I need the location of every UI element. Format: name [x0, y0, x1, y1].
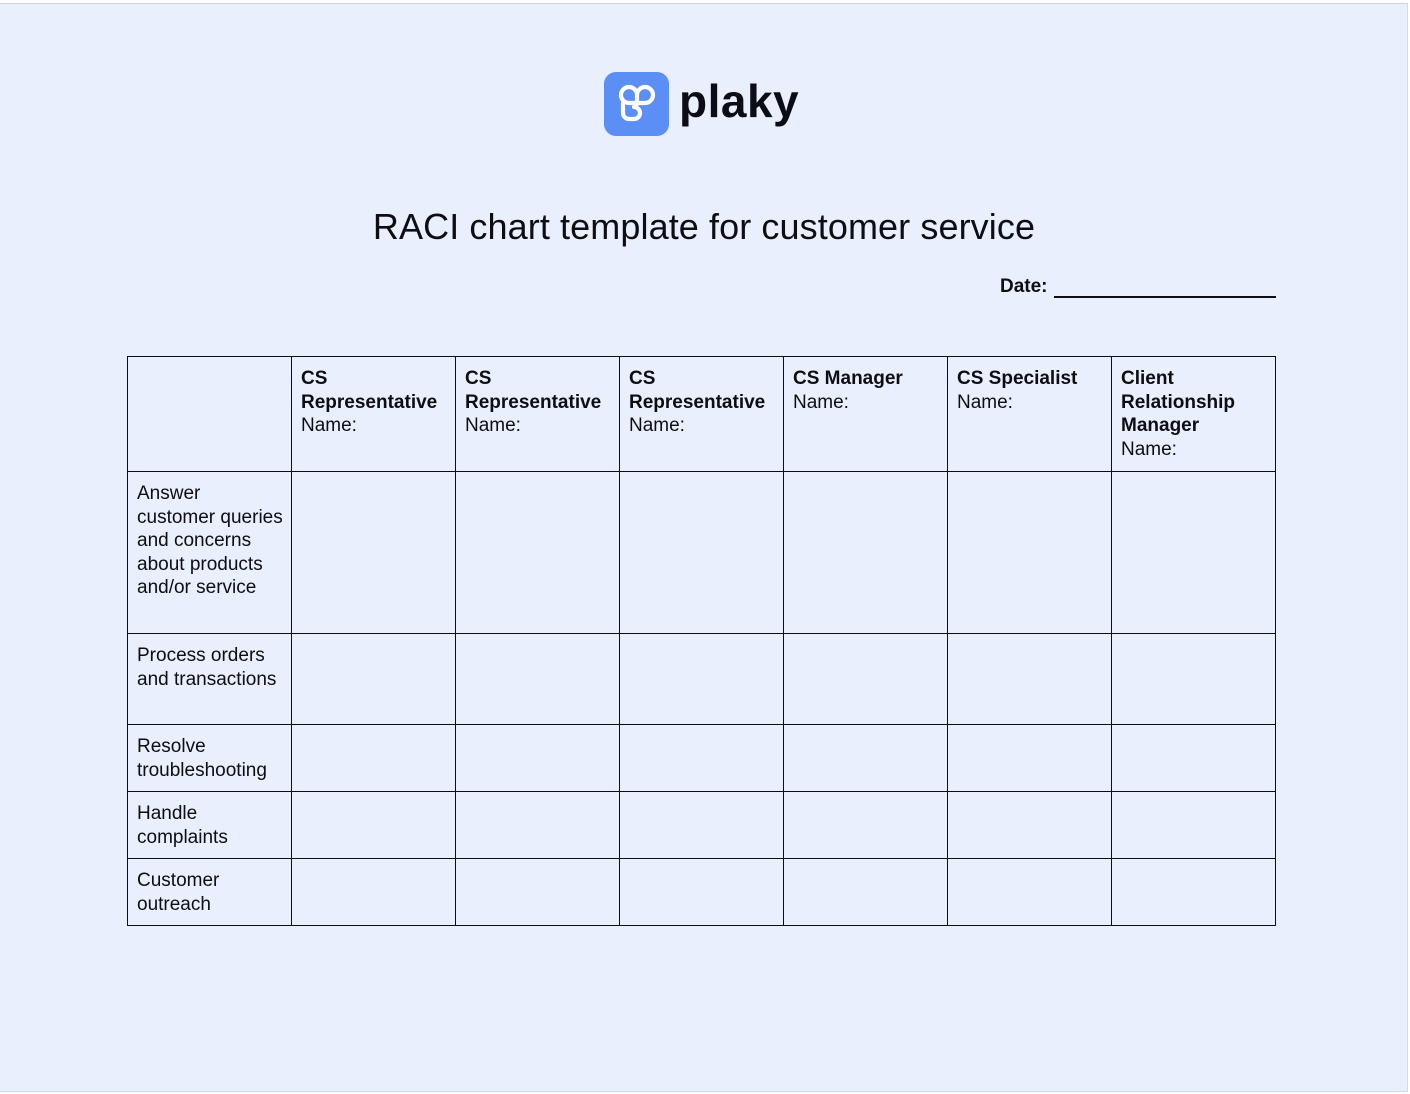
- table-row: [128, 634, 1276, 725]
- raci-cell[interactable]: [948, 472, 1112, 634]
- role-title: CS Representative: [465, 368, 602, 413]
- table-row: [128, 859, 1276, 926]
- column-header: [948, 357, 1112, 472]
- raci-cell[interactable]: [784, 792, 948, 859]
- role-title: CS Manager: [793, 368, 903, 389]
- raci-cell[interactable]: [620, 792, 784, 859]
- role-name-label[interactable]: Name:: [629, 415, 685, 437]
- role-name-label[interactable]: Name:: [793, 391, 849, 413]
- table-row: [128, 725, 1276, 792]
- role-name-label[interactable]: Name:: [465, 415, 521, 437]
- raci-cell[interactable]: [948, 725, 1112, 792]
- column-header: [456, 357, 620, 472]
- corner-cell: [128, 357, 292, 472]
- role-title: CS Representative: [301, 368, 438, 413]
- table-row: [128, 792, 1276, 859]
- raci-cell[interactable]: [456, 472, 620, 634]
- raci-cell[interactable]: [784, 725, 948, 792]
- raci-cell[interactable]: [1112, 634, 1276, 725]
- raci-cell[interactable]: [456, 792, 620, 859]
- role-name-label[interactable]: Name:: [301, 415, 357, 437]
- raci-cell[interactable]: [1112, 472, 1276, 634]
- column-header: [620, 357, 784, 472]
- raci-cell[interactable]: [620, 725, 784, 792]
- raci-cell[interactable]: [292, 792, 456, 859]
- task-label: Answer customer queries and concerns about products and/or service: [128, 472, 292, 634]
- page-title: RACI chart template for customer service: [372, 206, 1036, 247]
- raci-cell[interactable]: [620, 472, 784, 634]
- role-title: CS Specialist: [957, 368, 1078, 389]
- raci-cell[interactable]: [784, 634, 948, 725]
- task-label: Process orders and transactions: [128, 634, 292, 725]
- column-header: [292, 357, 456, 472]
- raci-cell[interactable]: [784, 859, 948, 926]
- raci-cell[interactable]: [948, 859, 1112, 926]
- column-header: [784, 357, 948, 472]
- raci-cell[interactable]: [1112, 792, 1276, 859]
- role-title: Client Relationship Manager: [1121, 368, 1236, 437]
- raci-cell[interactable]: [948, 634, 1112, 725]
- brand-logo: [604, 72, 799, 136]
- raci-cell[interactable]: [292, 859, 456, 926]
- role-name-label[interactable]: Name:: [1121, 438, 1177, 460]
- raci-cell[interactable]: [456, 859, 620, 926]
- table-row: [128, 472, 1276, 634]
- table-header-row: [128, 357, 1276, 472]
- raci-cell[interactable]: [292, 634, 456, 725]
- raci-cell[interactable]: [292, 472, 456, 634]
- brand-name: plaky: [679, 75, 800, 127]
- raci-table: [127, 356, 1276, 926]
- raci-cell[interactable]: [620, 634, 784, 725]
- raci-cell[interactable]: [620, 859, 784, 926]
- raci-cell[interactable]: [456, 634, 620, 725]
- plaky-logo-icon: [604, 72, 669, 136]
- raci-cell[interactable]: [948, 792, 1112, 859]
- role-title: CS Representative: [629, 368, 766, 413]
- date-label: Date:: [1000, 276, 1048, 297]
- column-header: [1112, 357, 1276, 472]
- document-page: [0, 3, 1408, 1092]
- date-field: [1000, 276, 1276, 298]
- raci-cell[interactable]: [456, 725, 620, 792]
- task-label: Handle complaints: [128, 792, 292, 859]
- raci-cell[interactable]: [1112, 725, 1276, 792]
- date-input-line[interactable]: [1054, 280, 1276, 298]
- raci-cell[interactable]: [1112, 859, 1276, 926]
- raci-cell[interactable]: [292, 725, 456, 792]
- task-label: Customer outreach: [128, 859, 292, 926]
- task-label: Resolve troubleshooting: [128, 725, 292, 792]
- raci-cell[interactable]: [784, 472, 948, 634]
- role-name-label[interactable]: Name:: [957, 391, 1013, 413]
